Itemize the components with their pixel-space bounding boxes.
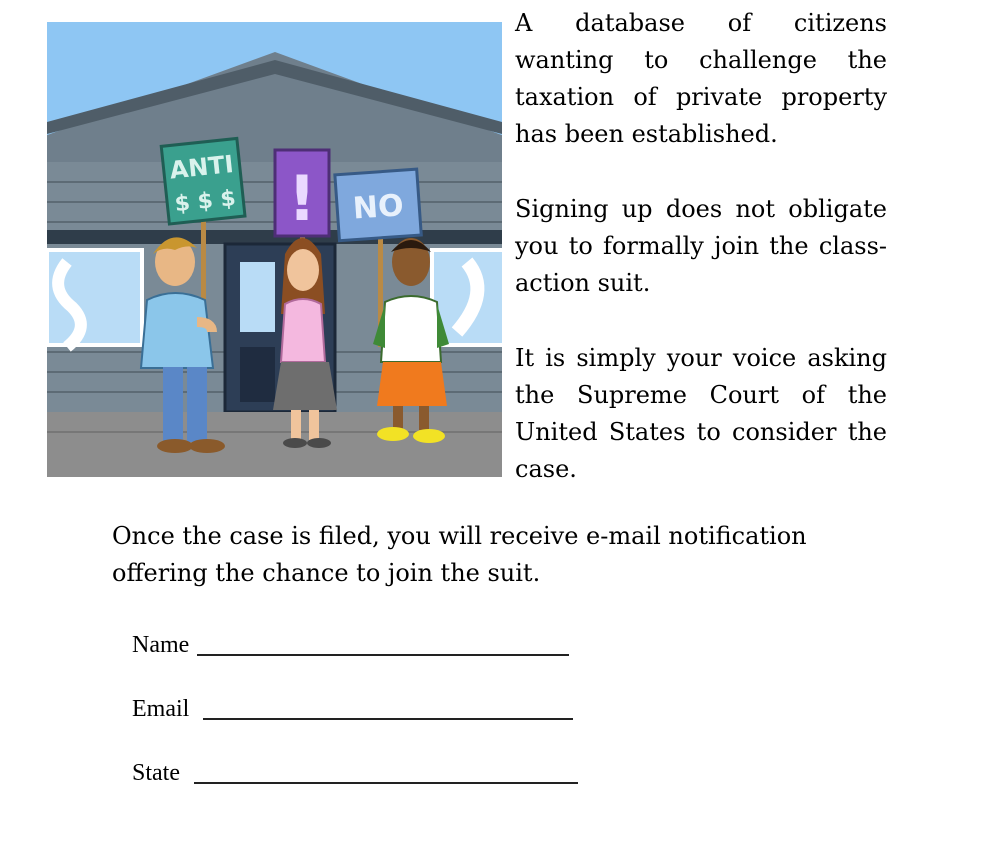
email-input-line[interactable] [203, 718, 573, 720]
notification-paragraph: Once the case is filed, you will receive e-mail notification offering the chance to join the suit. [112, 522, 807, 587]
sign-no-text: NO [351, 188, 405, 227]
sign-anti-text: ANTI [168, 150, 235, 185]
state-label: State [132, 760, 180, 786]
sign-dollars-text: $ $ $ [173, 185, 238, 218]
intro-paragraph-1: A database of citizens wanting to challenge the taxation of private property has been established. [515, 9, 887, 148]
name-label: Name [132, 632, 190, 658]
sign-exclaim-text: ! [287, 162, 317, 235]
intro-paragraph-3: It is simply your voice asking the Supreme Court of the United States to consider the case. [515, 344, 887, 483]
email-label: Email [132, 696, 190, 722]
intro-text-column [515, 5, 887, 526]
name-field[interactable] [132, 630, 569, 660]
protest-illustration [47, 22, 502, 477]
name-input-line[interactable] [197, 654, 569, 656]
state-field[interactable] [132, 758, 578, 788]
intro-paragraph-2: Signing up does not obligate you to formally join the class-action suit. [515, 195, 887, 297]
email-field[interactable] [132, 694, 573, 724]
state-input-line[interactable] [194, 782, 578, 784]
